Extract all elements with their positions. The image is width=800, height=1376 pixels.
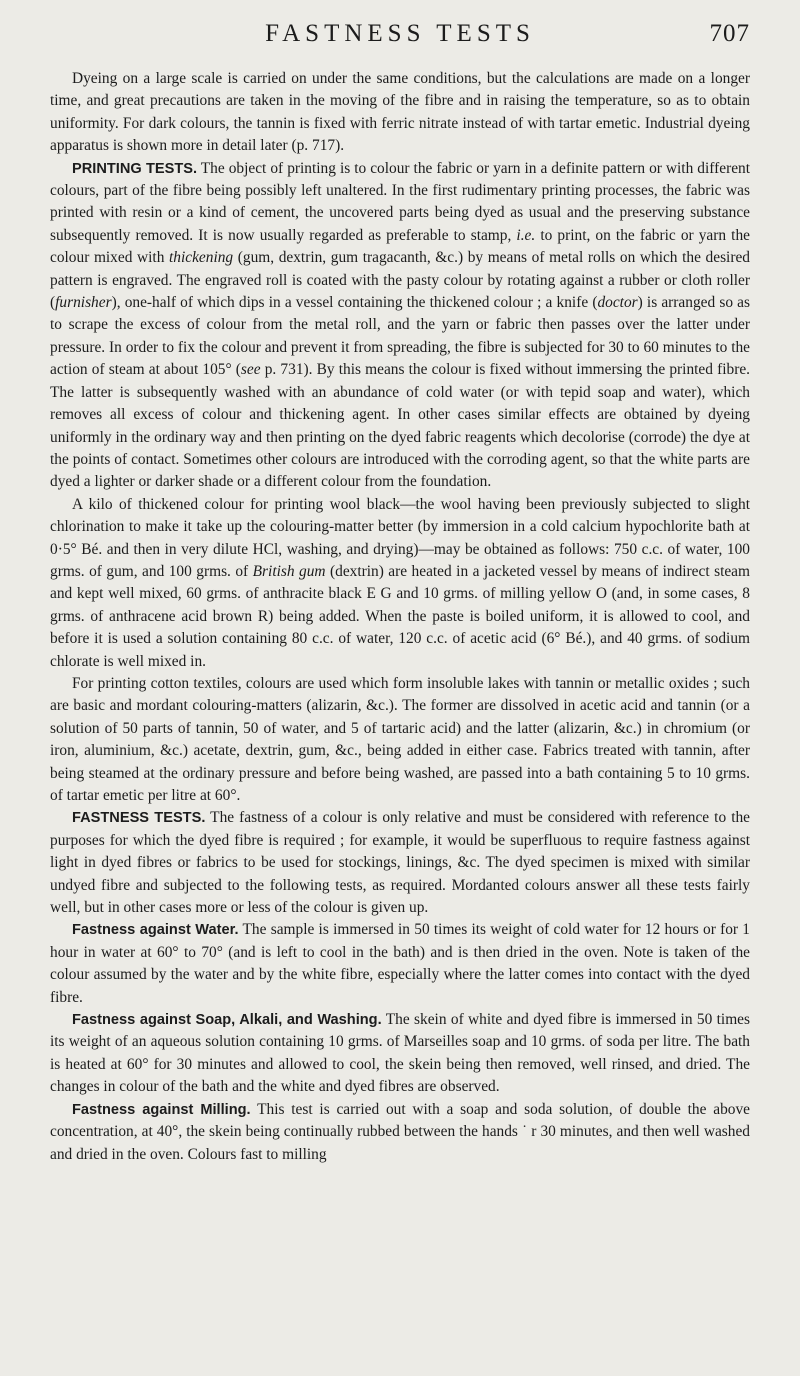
paragraph-fastness-milling: Fastness against Milling. This test is carried out with a soap and soda solution, of double the above concentration, at 40°, the skein being continually rubbed between the hands ˙ r 30 minutes, and then well washed and dried in the oven. Colours fast to milling (50, 1100, 750, 1163)
subheading-fastness-soap: Fastness against Soap, Alkali, and Washing. (72, 1012, 382, 1029)
running-head: FASTNESS TESTS (265, 20, 535, 47)
subheading-fastness-water: Fastness against Water. (72, 922, 239, 939)
paragraph-cotton-printing: For printing cotton textiles, colours are used which form insoluble lakes with tannin or metallic oxides ; such are basic and mordant colouring-matters (alizarin, &c.). The former are dissolved in acetic acid and tannin (or a solution of 50 parts of tannin, 50 of water, and 5 of tartaric acid) and the latter (alizarin, &c.) in chromium (or iron, aluminium, &c.) acetate, dextrin, gum, &c., being added in either case. Fabrics treated with tannin, after being steamed at the ordinary pressure and before being washed, are passed into a bath containing 5 to 10 grms. of tartar emetic per litre at 60°. (50, 674, 750, 804)
subheading-fastness-milling: Fastness against Milling. (72, 1101, 251, 1118)
body-text (50, 68, 750, 1166)
paragraph-wool-black: A kilo of thickened colour for printing wool black—the wool having been previously subjected to slight chlorination to make it take up the colouring-matter better (by immersion in a cold calcium hypochlorite bath at 0·5° Bé. and then in very dilute HCl, washing, and drying)—may be obtained as follows: 750 c.c. of water, 100 grms. of gum, and 100 grms. of British gum (dextrin) are heated in a jacketed vessel by means of indirect steam and kept well mixed, 60 grms. of anthracite black E G and 10 grms. of milling yellow O (and, in some cases, 8 grms. of anthracene acid brown R) being added. When the paste is boiled uniform, it is allowed to cool, and before it is used a solution containing 80 c.c. of water, 120 c.c. of acetic acid (6° Bé.), and 40 grms. of sodium chlorate is well mixed in. (50, 495, 750, 670)
page-header (50, 0, 750, 68)
paragraph-dyeing-scale: Dyeing on a large scale is carried on under the same conditions, but the calculations are made on a longer time, and great precautions are taken in the moving of the fibre and in raising the temperature, so as to obtain uniformity. For dark colours, the tannin is fixed with ferric nitrate instead of with tartar emetic. Industrial dyeing apparatus is shown more in detail later (p. 717). (50, 70, 750, 155)
paragraph-printing-tests: PRINTING TESTS. The object of printing is to colour the fabric or yarn in a definite pattern or with different colours, part of the fibre being possibly left unaltered. In the first rudimentary printing processes, the fabric was printed with resin or a kind of cement, the uncovered parts being dyed as usual and the preserving substance subsequently removed. It is now usually regarded as preferable to stamp, i.e. to print, on the fabric or yarn the colour mixed with thickening (gum, dextrin, gum tragacanth, &c.) by means of metal rolls on which the desired pattern is engraved. The engraved roll is coated with the pasty colour by rotating against a rubber or cloth roller (furnisher), one-half of which dips in a vessel containing the thickened colour ; a knife (doctor) is arranged so as to scrape the excess of colour from the metal roll, and the yarn or fabric then passes over the latter under pressure. In order to fix the colour and prevent it from spreading, the fibre is subjected for 30 to 60 minutes to the action of steam at about 105° (see p. 731). By this means the colour is fixed without immersing the printed fibre. The latter is subsequently washed with an abundance of cold water (or with tepid soap and water), which removes all excess of colour and thickening agent. In other cases similar effects are obtained by dyeing uniformly in the ordinary way and then printing on the dyed fabric reagents which decolorise (corrode) the dye at the points of contact. Sometimes other colours are introduced with the corroding agent, so that the white parts are dyed a lighter or darker shade or a different colour from the foundation. (50, 159, 751, 491)
paragraph-fastness-soap: Fastness against Soap, Alkali, and Washing. The skein of white and dyed fibre is immersed in 50 times its weight of an aqueous solution containing 10 grms. of Marseilles soap and 10 grms. of soda per litre. The bath is heated at 60° for 30 minutes and allowed to cool, the skein being then removed, well rinsed, and dried. The changes in colour of the bath and the white and dyed fibres are observed. (50, 1011, 750, 1096)
section-heading-fastness-tests: FASTNESS TESTS. (72, 810, 206, 827)
paragraph-fastness-tests: FASTNESS TESTS. The fastness of a colour is only relative and must be considered with reference to the purposes for which the dyed fibre is required ; for example, it would be superfluous to require fastness against light in dyed fibres or fabrics to be used for stockings, linings, &c. The dyed specimen is mixed with similar undyed fibre and subjected to the following tests, as required. Mordanted colours answer all these tests fairly well, but in other cases more or less of the colour is given up. (50, 809, 750, 917)
paragraph-fastness-water: Fastness against Water. The sample is immersed in 50 times its weight of cold water for 12 hours or for 1 hour in water at 60° to 70° (and is left to cool in the bath) and is then dried in the oven. Note is taken of the colour assumed by the water and by the white fibre, especially where the latter comes into contact with the dyed fibre. (50, 921, 750, 1006)
page-number: 707 (709, 20, 750, 47)
section-heading-printing-tests: PRINTING TESTS. (72, 160, 198, 177)
